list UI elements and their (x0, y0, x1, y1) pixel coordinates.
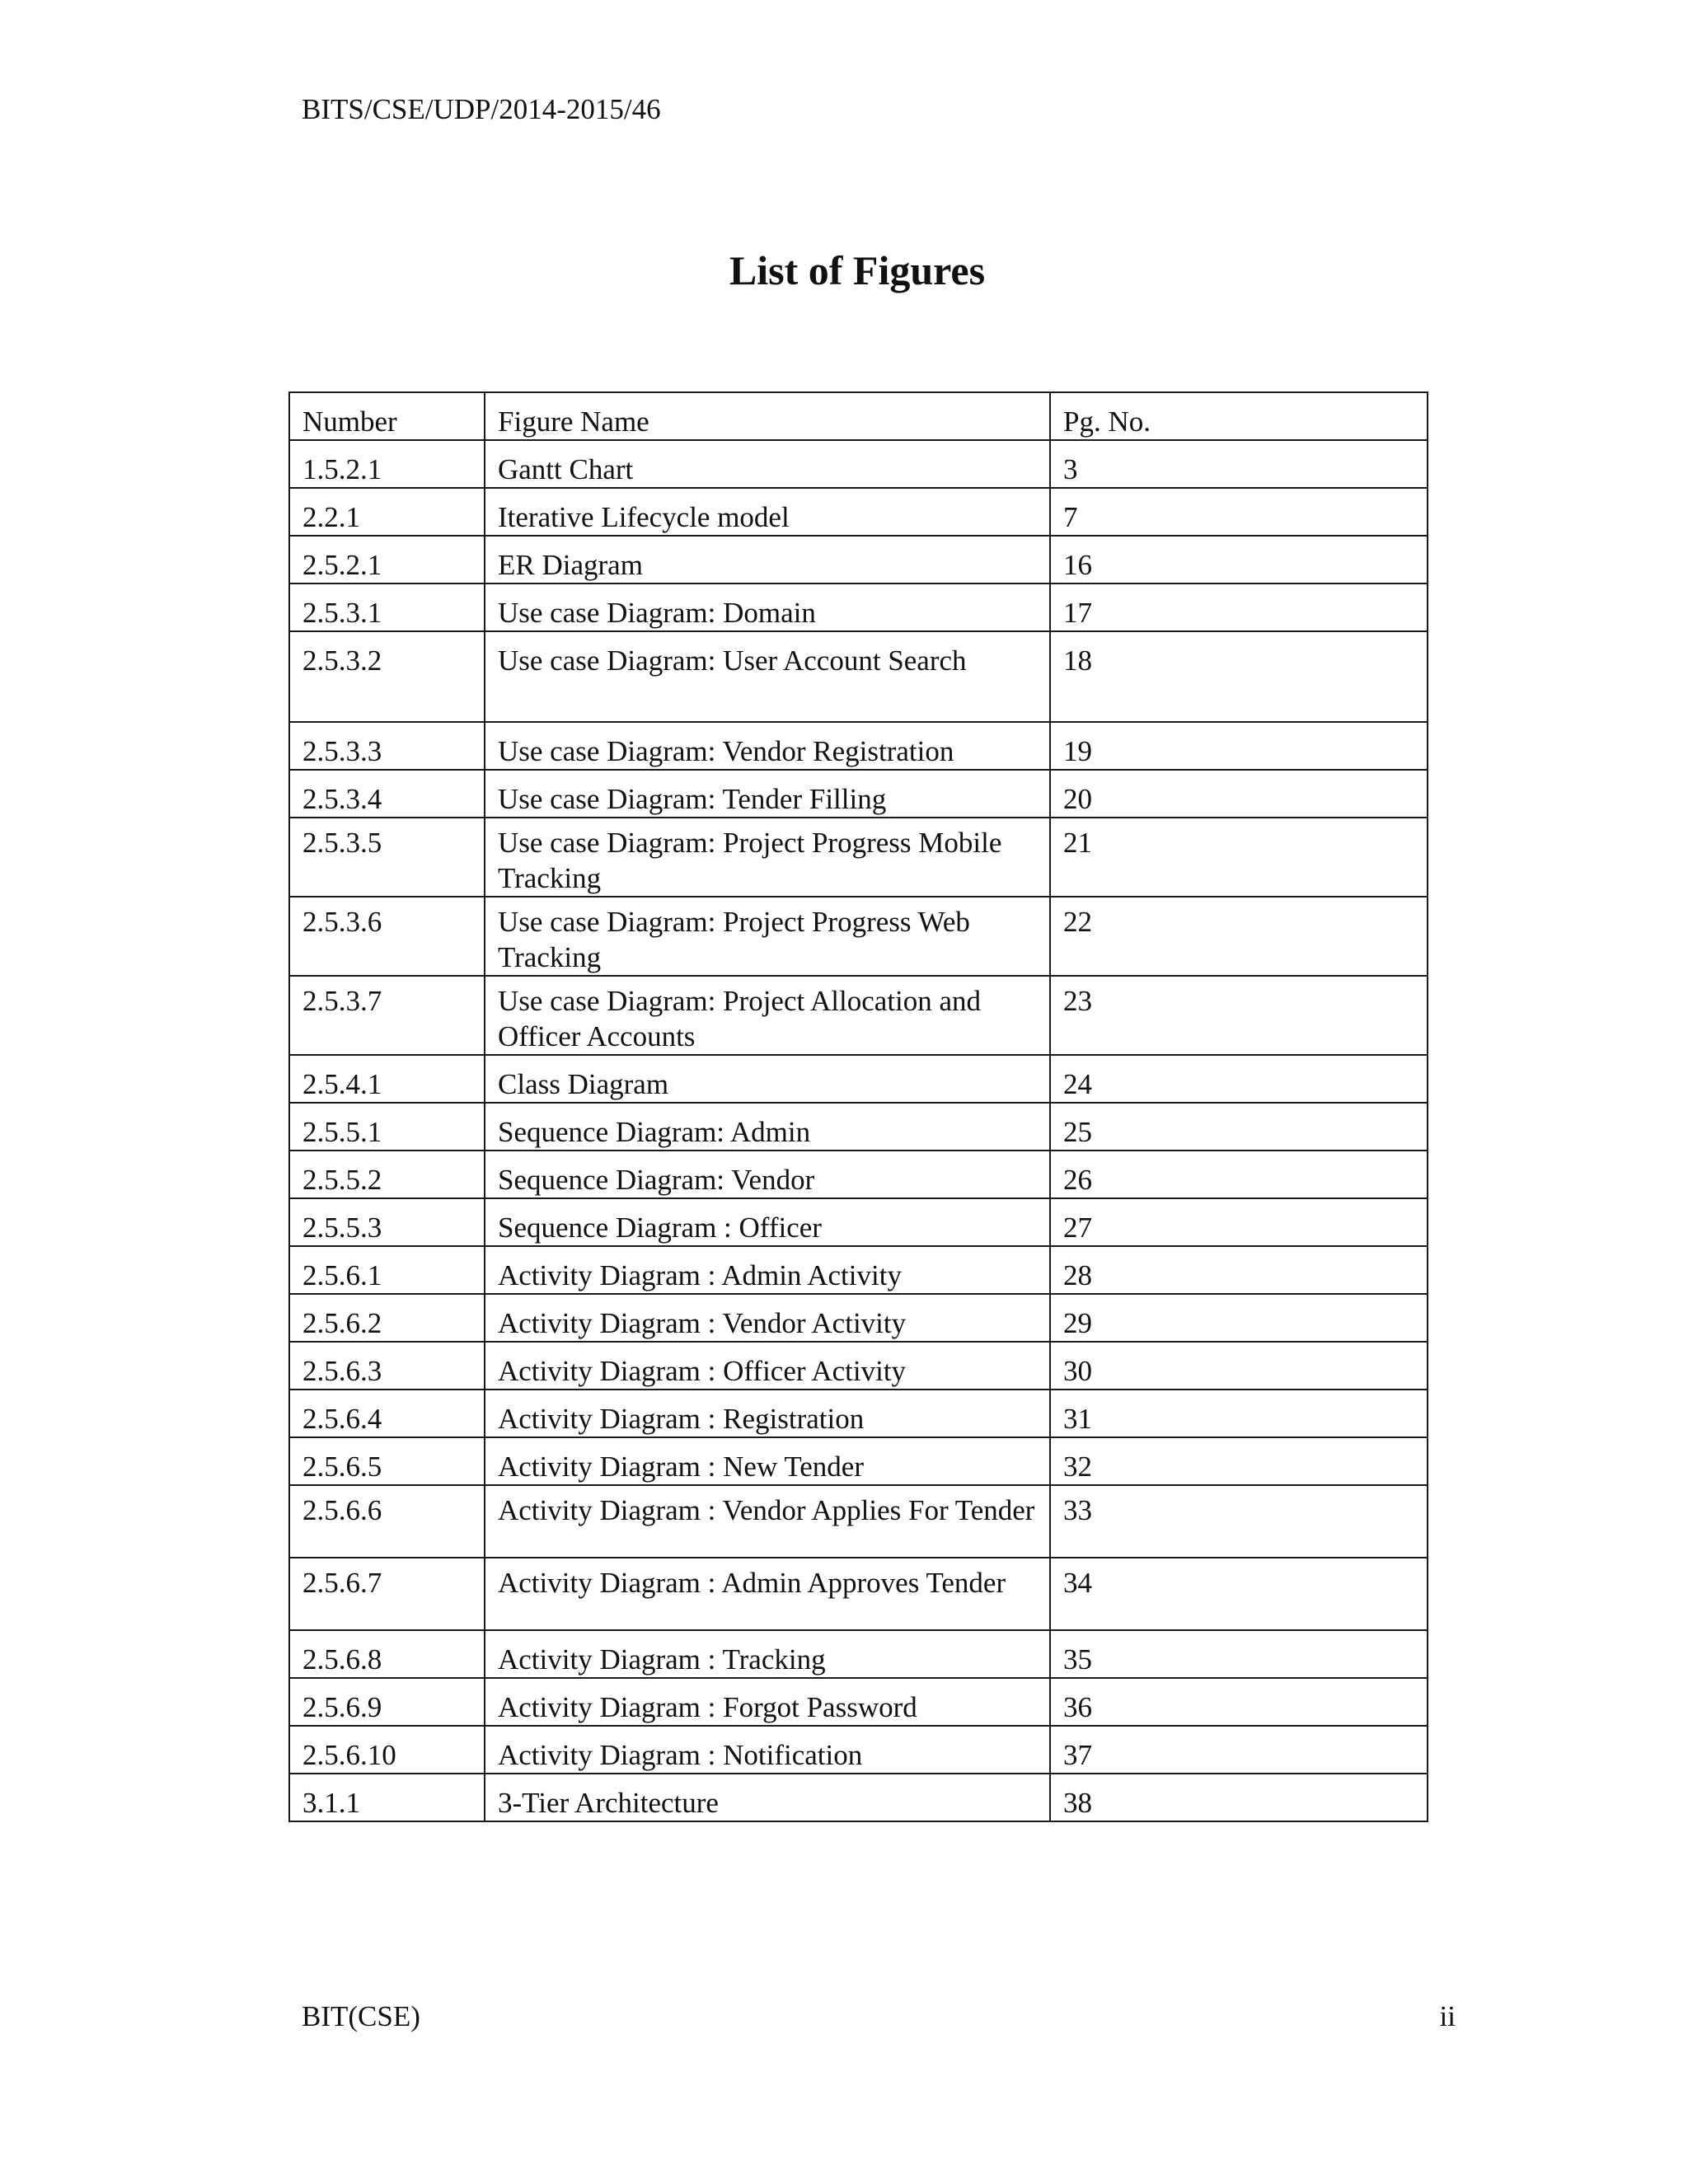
figure-page: 24 (1050, 1055, 1428, 1103)
figure-name: Activity Diagram : Vendor Applies For Tender (485, 1485, 1050, 1558)
figure-name: Use case Diagram: Tender Filling (485, 770, 1050, 818)
table-row (289, 631, 1428, 722)
figure-number: 2.5.5.1 (289, 1103, 485, 1151)
figure-number: 2.5.6.7 (289, 1558, 485, 1630)
figure-number: 2.5.2.1 (289, 536, 485, 583)
figure-page: 16 (1050, 536, 1428, 583)
figure-page: 18 (1050, 631, 1428, 722)
table-row (289, 1630, 1428, 1678)
figure-name: Use case Diagram: Vendor Registration (485, 722, 1050, 770)
figure-number: 2.5.3.4 (289, 770, 485, 818)
figure-page: 17 (1050, 583, 1428, 631)
figure-name: Activity Diagram : Officer Activity (485, 1342, 1050, 1390)
figure-name: Activity Diagram : Registration (485, 1390, 1050, 1437)
table-row (289, 1246, 1428, 1294)
table-row (289, 1055, 1428, 1103)
figure-name: Activity Diagram : Admin Approves Tender (485, 1558, 1050, 1630)
figure-page: 31 (1050, 1390, 1428, 1437)
table-row (289, 1485, 1428, 1558)
figure-page: 26 (1050, 1151, 1428, 1198)
figure-name: ER Diagram (485, 536, 1050, 583)
table-row (289, 1390, 1428, 1437)
figure-name: Activity Diagram : Tracking (485, 1630, 1050, 1678)
table-row (289, 440, 1428, 488)
figure-name: Use case Diagram: Project Allocation and Officer Accounts (485, 976, 1050, 1055)
figure-number: 2.2.1 (289, 488, 485, 536)
figure-page: 27 (1050, 1198, 1428, 1246)
figure-name: Activity Diagram : Notification (485, 1726, 1050, 1774)
figure-page: 38 (1050, 1774, 1428, 1821)
figure-page: 32 (1050, 1437, 1428, 1485)
figure-number: 2.5.6.6 (289, 1485, 485, 1558)
figure-number: 2.5.3.3 (289, 722, 485, 770)
figure-page: 7 (1050, 488, 1428, 536)
figure-name: Iterative Lifecycle model (485, 488, 1050, 536)
table-row (289, 1437, 1428, 1485)
figure-name: Activity Diagram : Forgot Password (485, 1678, 1050, 1726)
figure-page: 36 (1050, 1678, 1428, 1726)
figure-name: Use case Diagram: Project Progress Mobile Tracking (485, 818, 1050, 897)
table-row (289, 583, 1428, 631)
figure-page: 3 (1050, 440, 1428, 488)
table-row (289, 1198, 1428, 1246)
figures-table (288, 391, 1428, 1822)
table-row (289, 1151, 1428, 1198)
figure-page: 21 (1050, 818, 1428, 897)
page-footer-department: BIT(CSE) (302, 2000, 420, 2032)
figure-page: 37 (1050, 1726, 1428, 1774)
figure-page: 23 (1050, 976, 1428, 1055)
figure-number: 2.5.3.2 (289, 631, 485, 722)
figure-name: Activity Diagram : Vendor Activity (485, 1294, 1050, 1342)
figure-number: 2.5.6.4 (289, 1390, 485, 1437)
table-row (289, 1294, 1428, 1342)
figure-number: 3.1.1 (289, 1774, 485, 1821)
figure-name: Use case Diagram: Domain (485, 583, 1050, 631)
figure-number: 1.5.2.1 (289, 440, 485, 488)
page-header-doc-code: BITS/CSE/UDP/2014-2015/46 (302, 93, 661, 125)
figure-number: 2.5.6.1 (289, 1246, 485, 1294)
page-title: List of Figures (729, 247, 986, 293)
figure-name: 3-Tier Architecture (485, 1774, 1050, 1821)
page-number: ii (1439, 2000, 1456, 2032)
figure-number: 2.5.5.3 (289, 1198, 485, 1246)
table-row (289, 897, 1428, 976)
figure-name: Use case Diagram: User Account Search (485, 631, 1050, 722)
figure-page: 34 (1050, 1558, 1428, 1630)
figure-number: 2.5.6.10 (289, 1726, 485, 1774)
figure-name: Class Diagram (485, 1055, 1050, 1103)
table-row (289, 722, 1428, 770)
table-row (289, 818, 1428, 897)
table-row (289, 1774, 1428, 1821)
table-row (289, 976, 1428, 1055)
table-header-row (289, 392, 1428, 440)
figure-number: 2.5.5.2 (289, 1151, 485, 1198)
figure-number: 2.5.6.3 (289, 1342, 485, 1390)
table-row (289, 1726, 1428, 1774)
table-row (289, 1678, 1428, 1726)
figure-name: Sequence Diagram: Vendor (485, 1151, 1050, 1198)
figure-number: 2.5.6.9 (289, 1678, 485, 1726)
column-header-page-number: Pg. No. (1050, 392, 1428, 440)
figure-page: 29 (1050, 1294, 1428, 1342)
figure-page: 30 (1050, 1342, 1428, 1390)
figure-name: Use case Diagram: Project Progress Web Tracking (485, 897, 1050, 976)
figure-number: 2.5.3.1 (289, 583, 485, 631)
column-header-number: Number (289, 392, 485, 440)
figure-page: 35 (1050, 1630, 1428, 1678)
figure-page: 22 (1050, 897, 1428, 976)
figure-page: 25 (1050, 1103, 1428, 1151)
figure-number: 2.5.3.6 (289, 897, 485, 976)
figure-page: 28 (1050, 1246, 1428, 1294)
table-row (289, 770, 1428, 818)
table-row (289, 488, 1428, 536)
column-header-figure-name: Figure Name (485, 392, 1050, 440)
figure-number: 2.5.6.2 (289, 1294, 485, 1342)
figure-name: Gantt Chart (485, 440, 1050, 488)
figure-name: Sequence Diagram: Admin (485, 1103, 1050, 1151)
figure-number: 2.5.3.5 (289, 818, 485, 897)
figure-name: Activity Diagram : New Tender (485, 1437, 1050, 1485)
figure-number: 2.5.6.8 (289, 1630, 485, 1678)
figure-name: Activity Diagram : Admin Activity (485, 1246, 1050, 1294)
figure-number: 2.5.3.7 (289, 976, 485, 1055)
figure-number: 2.5.6.5 (289, 1437, 485, 1485)
table-row (289, 1103, 1428, 1151)
table-row (289, 1342, 1428, 1390)
figure-page: 20 (1050, 770, 1428, 818)
figure-page: 33 (1050, 1485, 1428, 1558)
figure-name: Sequence Diagram : Officer (485, 1198, 1050, 1246)
figure-page: 19 (1050, 722, 1428, 770)
figure-number: 2.5.4.1 (289, 1055, 485, 1103)
table-row (289, 1558, 1428, 1630)
table-row (289, 536, 1428, 583)
